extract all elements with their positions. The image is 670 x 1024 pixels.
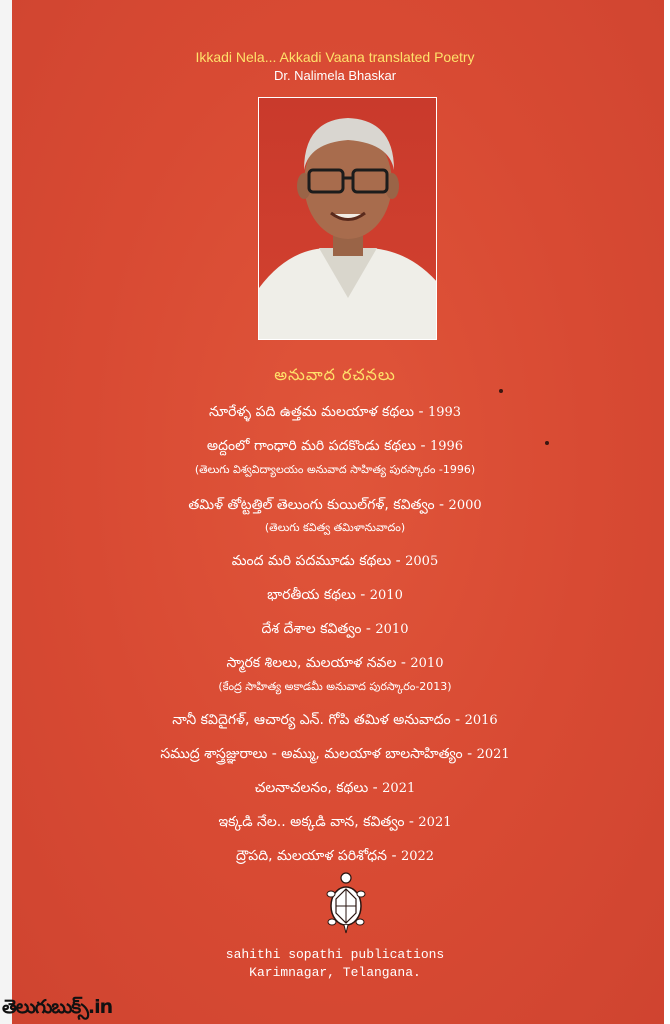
work-item: ద్రౌపది, మలయాళ పరిశోధన - 2022 [235, 848, 435, 864]
work-item: చలనాచలనం, కథలు - 2021 [254, 780, 416, 796]
work-item: స్మారక శిలలు, మలయాళ నవల - 2010 [226, 655, 444, 671]
work-year: 2021 [476, 747, 510, 762]
work-year: 2010 [375, 622, 409, 637]
work-year: 2005 [405, 554, 439, 569]
work-title: ద్రౌపది, మలయాళ పరిశోధన [235, 848, 387, 864]
work-title: మంద మరి పదమూడు కథలు [231, 553, 392, 569]
publisher-place: Karimnagar, Telangana. [249, 965, 421, 980]
work-year: 1993 [427, 405, 462, 420]
work-title: సముద్ర శాస్త్రజ్ఞురాలు - అమ్ము, మలయాళ బాలసాహిత్యం [160, 746, 463, 762]
work-item: తమిళ్ తోట్టత్తిల్ తెలుంగు కుయిల్‌గళ్, కవిత్వం - 2000 [188, 497, 482, 513]
watermark-text: తెలుగుబుక్స్.in [2, 996, 113, 1018]
work-item: సముద్ర శాస్త్రజ్ఞురాలు - అమ్ము, మలయాళ బాలసాహిత్యం - 2021 [160, 746, 510, 762]
work-note: (తెలుగు విశ్వవిద్యాలయం అనువాద సాహిత్య పురస్కారం -1996) [194, 463, 476, 476]
work-year: 2010 [410, 656, 444, 671]
work-year: 1996 [429, 439, 464, 454]
work-item: నానీ కవిదైగళ్, ఆచార్య ఎన్. గోపి తమిళ అనువాదం - 2016 [172, 712, 498, 728]
work-title: చలనాచలనం, కథలు [254, 780, 369, 796]
work-note: (కేంద్ర సాహిత్య అకాడమీ అనువాద పురస్కారం-2013) [218, 680, 452, 693]
work-year: 2022 [400, 849, 435, 864]
work-title: తమిళ్ తోట్టత్తిల్ తెలుంగు కుయిల్‌గళ్, కవిత్వం [188, 497, 435, 513]
tortoise-icon [326, 872, 366, 934]
work-item: భారతీయ కథలు - 2010 [267, 587, 403, 603]
work-year: 2000 [448, 498, 482, 513]
work-title: ఇక్కడి నేల.. అక్కడి వాన, కవిత్వం [218, 814, 405, 830]
author-portrait-icon [259, 98, 437, 340]
work-title: దేశ దేశాల కవిత్వం [261, 621, 362, 637]
work-item: మంద మరి పదమూడు కథలు - 2005 [231, 553, 439, 569]
work-title: భారతీయ కథలు [267, 587, 356, 603]
author-photo [258, 97, 437, 340]
work-item: ఇక్కడి నేల.. అక్కడి వాన, కవిత్వం - 2021 [218, 814, 452, 830]
work-title: నూరేళ్ళ పది ఉత్తమ మలయాళ కథలు [208, 404, 415, 420]
print-speck [499, 389, 503, 393]
work-year: 2021 [382, 781, 416, 796]
work-year: 2021 [418, 815, 452, 830]
work-item: దేశ దేశాల కవిత్వం - 2010 [261, 621, 409, 637]
english-book-title: Ikkadi Nela... Akkadi Vaana translated Poetry [195, 49, 475, 65]
work-title: అద్దంలో గాంధారి మరి పదకొండు కథలు [206, 438, 417, 454]
print-speck [545, 441, 549, 445]
work-title: నానీ కవిదైగళ్, ఆచార్య ఎన్. గోపి తమిళ అనువాదం [172, 712, 451, 728]
work-item: నూరేళ్ళ పది ఉత్తమ మలయాళ కథలు - 1993 [208, 404, 462, 420]
work-title: స్మారక శిలలు, మలయాళ నవల [226, 655, 397, 671]
section-heading: అనువాద రచనలు [274, 365, 396, 384]
publisher-name: sahithi sopathi publications [225, 947, 445, 962]
work-note: (తెలుగు కవిత్వ తమిళానువాదం) [264, 521, 406, 534]
work-year: 2016 [464, 713, 498, 728]
work-year: 2010 [369, 588, 403, 603]
author-name: Dr. Nalimela Bhaskar [273, 68, 397, 83]
work-item: అద్దంలో గాంధారి మరి పదకొండు కథలు - 1996 [206, 438, 464, 454]
